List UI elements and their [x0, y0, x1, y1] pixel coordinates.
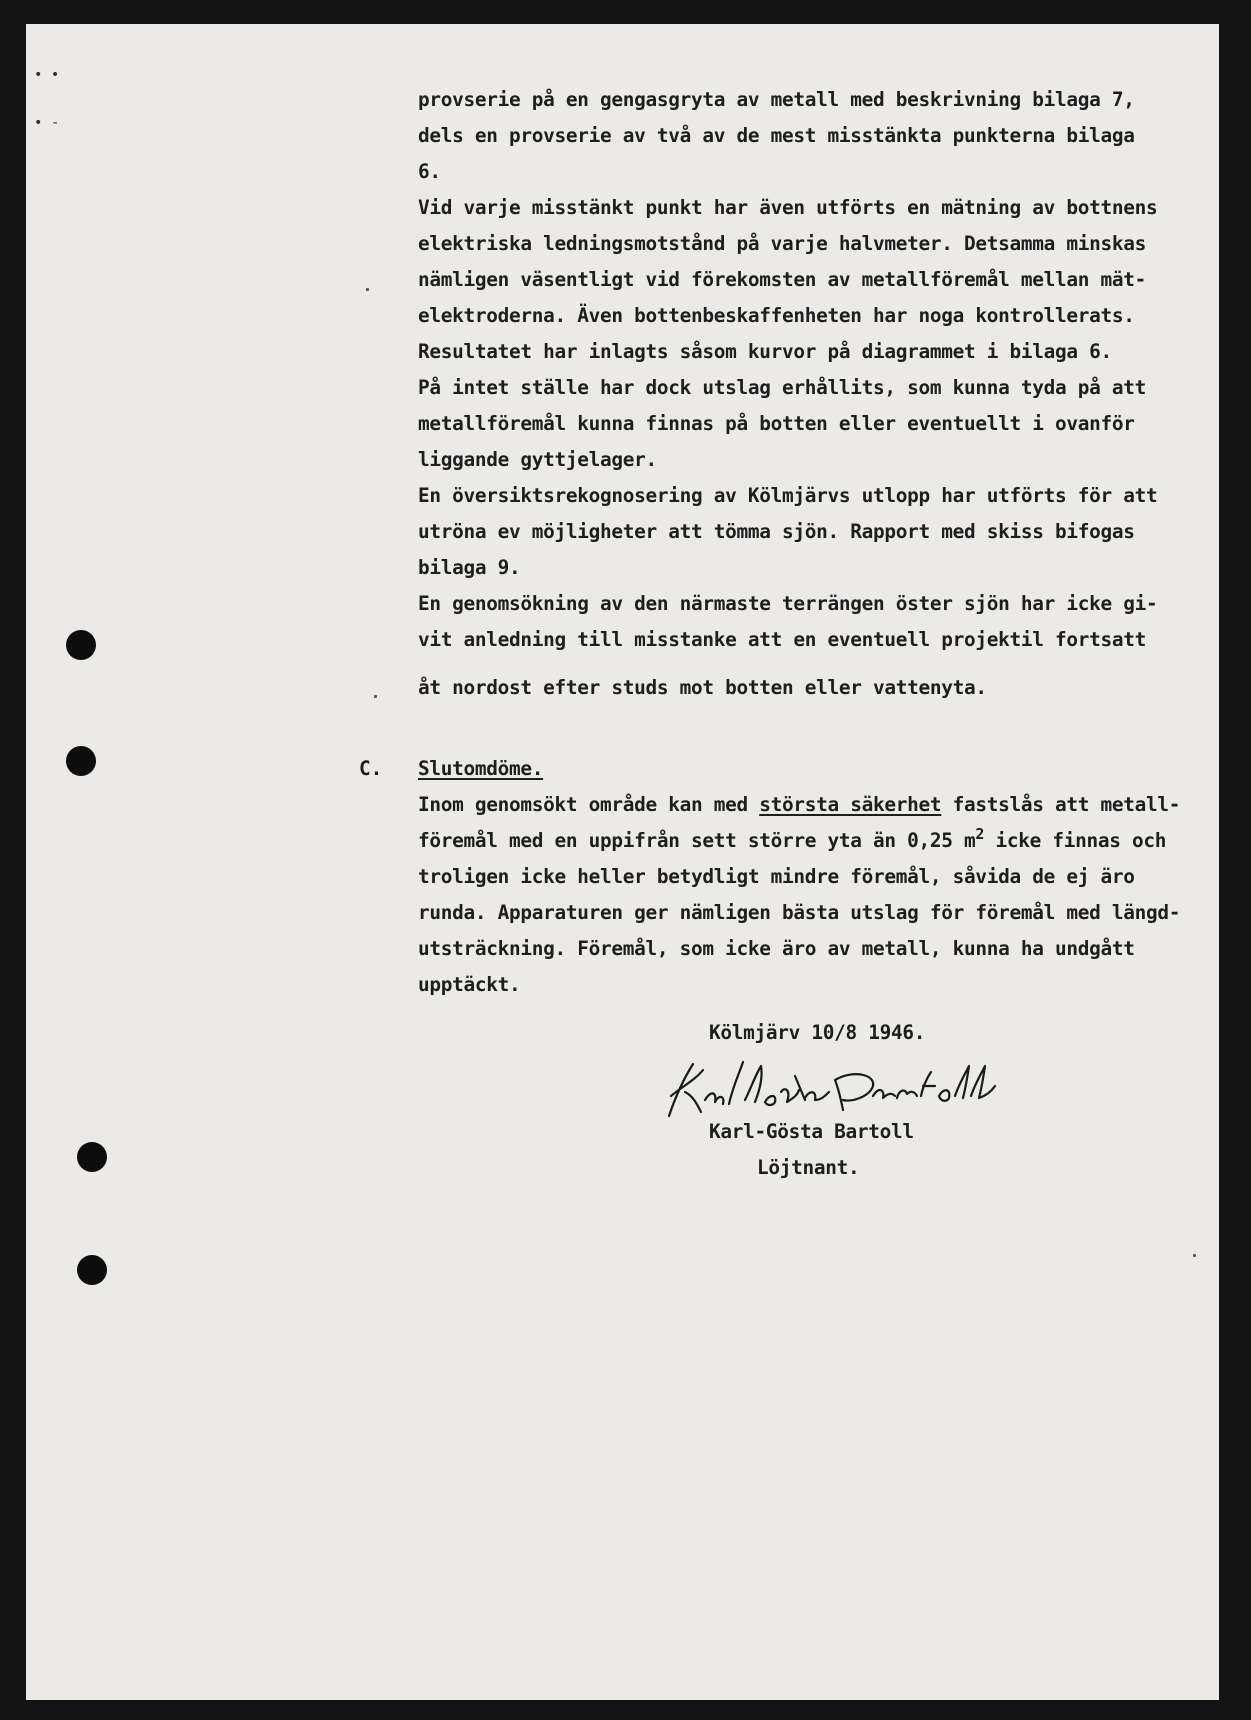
text-line: vit anledning till misstanke att en eventuell projektil fortsatt	[418, 628, 1146, 651]
text-line: utröna ev möjligheter att tömma sjön. Rapport med skiss bifogas	[418, 520, 1135, 543]
text-line: åt nordost efter studs mot botten eller vattenyta.	[418, 676, 987, 699]
text-line: bilaga 9.	[418, 556, 521, 579]
text-line: elektroderna. Även bottenbeskaffenheten har noga kontrollerats.	[418, 304, 1135, 327]
text-line: elektriska ledningsmotstånd på varje halvmeter. Detsamma minskas	[418, 232, 1146, 255]
superscript: 2	[975, 825, 985, 843]
scan-speck	[1193, 1254, 1196, 1257]
scan-speck	[366, 288, 369, 291]
text-line: provserie på en gengasgryta av metall med beskrivning bilaga 7,	[418, 88, 1135, 111]
text-line: Resultatet har inlagts såsom kurvor på diagrammet i bilaga 6.	[418, 340, 1112, 363]
signer-name: Karl-Gösta Bartoll	[709, 1120, 914, 1143]
text-line: På intet ställe har dock utslag erhållits, som kunna tyda på att	[418, 376, 1146, 399]
punch-hole	[77, 1255, 107, 1285]
section-letter: C.	[359, 757, 383, 780]
scan-mark: • •	[34, 67, 60, 83]
section-heading: Slutomdöme.	[418, 757, 544, 780]
text-line: föremål med en uppifrån sett större yta än 0,25 $m^2$ icke finnas och	[418, 825, 1167, 852]
scan-mark: • -	[34, 115, 60, 131]
text-line: utsträckning. Föremål, som icke äro av metall, kunna ha undgått	[418, 937, 1135, 960]
text-line: En översiktsrekognosering av Kölmjärvs utlopp har utförts för att	[418, 484, 1158, 507]
text-line: upptäckt.	[418, 973, 521, 996]
place-date: Kölmjärv 10/8 1946.	[709, 1021, 926, 1044]
text-line: metallföremål kunna finnas på botten eller eventuellt i ovanför	[418, 412, 1135, 435]
signature-script-text: Karl Gösta Bartoll	[659, 1056, 670, 1057]
signer-title: Löjtnant.	[757, 1156, 860, 1179]
punch-hole	[66, 630, 96, 660]
text-line: Inom genomsökt område kan med största säkerhet fastslås att metall-	[418, 793, 1181, 816]
text-line: dels en provserie av två av de mest misstänkta punkterna bilaga	[418, 124, 1135, 147]
text-line: Vid varje misstänkt punkt har även utförts en mätning av bottnens	[418, 196, 1158, 219]
punch-hole	[77, 1142, 107, 1172]
text-line: En genomsökning av den närmaste terrängen öster sjön har icke gi-	[418, 592, 1158, 615]
text-line: liggande gyttjelager.	[418, 448, 657, 471]
handwritten-signature	[659, 1056, 999, 1122]
emphasis-text: största säkerhet	[759, 793, 942, 816]
text-line: nämligen väsentligt vid förekomsten av metallföremål mellan mät-	[418, 268, 1146, 291]
text-line: 6.	[418, 160, 441, 183]
text-line: troligen icke heller betydligt mindre föremål, såvida de ej äro	[418, 865, 1135, 888]
document-page	[26, 24, 1219, 1700]
scan-speck	[374, 695, 377, 698]
punch-hole	[66, 746, 96, 776]
text-line: runda. Apparaturen ger nämligen bästa utslag för föremål med längd-	[418, 901, 1181, 924]
